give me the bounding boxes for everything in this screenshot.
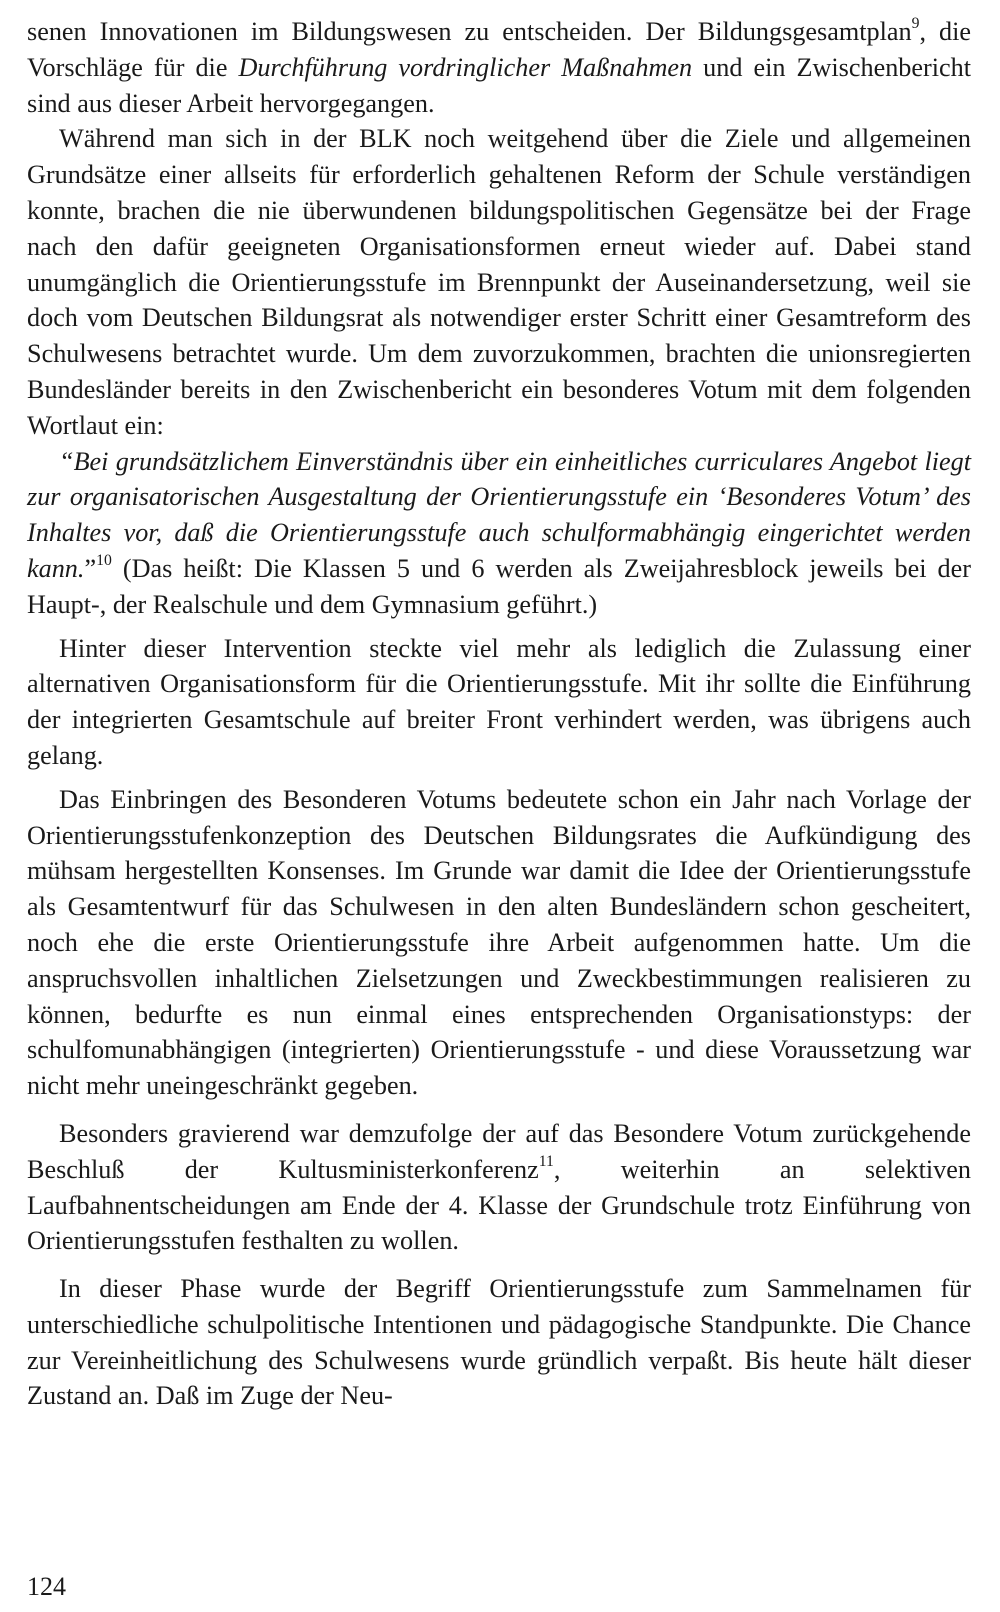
text-run: Besonders gravierend war demzufolge der auf das Besondere Votum zurückgehende Beschluß der Kultusministerkonferenz [27,1118,971,1184]
footnote-marker: 11 [538,1152,554,1170]
page-body [27,14,971,1414]
text-run: , weiterhin an selektiven Laufbahnentscheidungen am Ende der 4. Klasse der Grundschule trotz Einführung von Orientierungsstufen festhalten zu wollen. [27,1154,971,1256]
text-run: Das Einbringen des Besonderen Votums bedeutete schon ein Jahr nach Vorlage der Orientierungsstufenkonzeption des Deutschen Bildungsrates die Aufkündigung des mühsam hergestellten Konsenses. Im Grunde war damit die Idee der Orientierungsstufe als Gesamtentwurf für das Schulwesen in den alten Bundesländern schon gescheitert, noch ehe die erste Orientierungsstufe ihre Arbeit aufgenommen hatte. Um die anspruchsvollen inhaltlichen Zielsetzungen und Zweckbestimmungen realisieren zu können, bedurfte es nun einmal eines entsprechenden Organisationstyps: der schulfomunabhängigen (integrierten) Orientierungsstufe - und diese Voraussetzung war nicht mehr uneingeschränkt gegeben. [27,784,971,1101]
text-run: senen Innovationen im Bildungswesen zu entscheiden. Der Bildungsgesamtplan [27,17,912,46]
text-run: und ein Zwischenbericht sind aus dieser Arbeit hervorgegangen. [27,52,972,118]
footnote-marker: 10 [96,552,112,570]
italic-text: Durchführung vordringlicher Maßnahmen [238,52,693,82]
paragraph-3-quote [27,444,971,623]
text-run: In dieser Phase wurde der Begriff Orientierungsstufe zum Sammelnamen für unterschiedliche schulpolitische Intentionen und pädagogische Standpunkte. Die Chance zur Vereinheitlichung des Schulwesens wurde gründlich verpaßt. Bis heute hält dieser Zustand an. Daß im Zuge der Neu- [27,1274,971,1411]
text-run: Während man sich in der BLK noch weitgehend über die Ziele und allgemeinen Grundsätze einer allseits für erforderlich gehaltenen Reform der Schule verständigen konnte, brachen die nie überwundenen bildungspolitischen Gegensätze bei der Frage nach den dafür geeigneten Organisationsformen erneut wieder auf. Dabei stand unumgänglich die Orientierungsstufe im Brennpunkt der Auseinandersetzung, weil sie doch vom Deutschen Bildungsrat als notwendiger erster Schritt einer Gesamtreform des Schulwesens betrachtet wurde. Um dem zuvorzukommen, brachten die unionsregierten Bundesländer bereits in den Zwischenbericht ein besonderes Votum mit dem folgenden Wortlaut ein: [27,124,971,440]
paragraph-6 [27,1116,971,1259]
paragraph-2 [27,121,971,443]
paragraph-5 [27,782,971,1104]
text-run: Hinter dieser Intervention steckte viel mehr als lediglich die Zulassung einer alternativen Organisationsform für die Orientierungsstufe. Mit ihr sollte die Einführung der integrierten Gesamtschule auf breiter Front verhindert werden, was übrigens auch gelang. [27,633,971,770]
italic-text: “Bei grundsätzlichem Einverständnis über ein einheitliches curriculares Angebot liegt zur organisatorischen Ausgestaltung der Orientierungsstufe ein ‘Besonderes Votum’ des Inhaltes vor, daß die Orientierungsstufe auch schulformabhängig eingerichtet werden kann. [27,446,971,583]
text-run: , die Vorschläge für die [27,17,971,82]
text-run: (Das heißt: Die Klassen 5 und 6 werden als Zweijahresblock jeweils bei der Haupt-, der Realschule und dem Gymnasium geführt.) [27,553,971,619]
page-number: 124 [27,1572,66,1601]
footnote-marker: 9 [911,15,920,33]
paragraph-7 [27,1271,971,1414]
paragraph-1 [27,14,971,121]
text-run: ” [84,553,97,583]
paragraph-4 [27,631,971,774]
